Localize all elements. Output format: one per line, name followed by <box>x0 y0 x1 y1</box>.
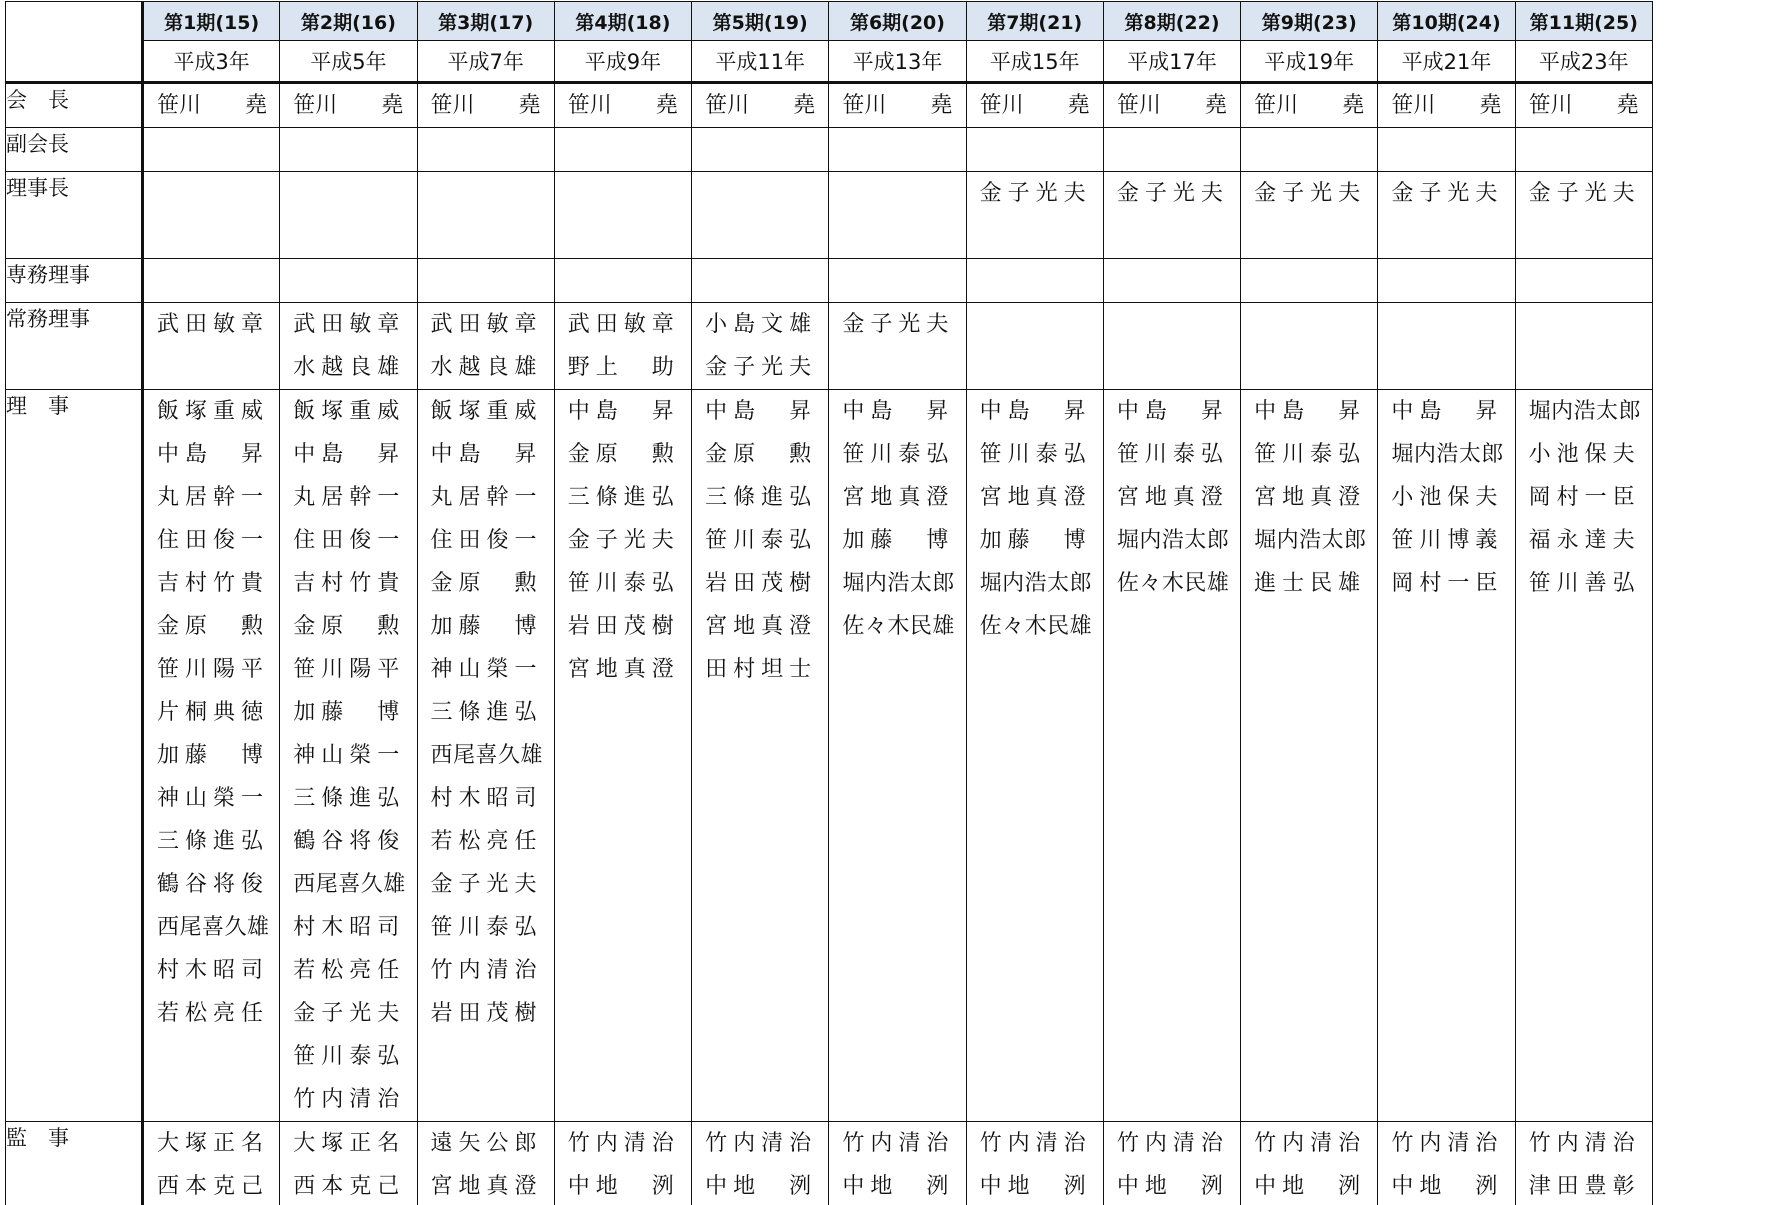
officer-name: 佐々木民雄 <box>1116 571 1230 596</box>
officer-cell <box>829 1122 966 1205</box>
officer-name: 進士民雄 <box>1254 571 1367 596</box>
officer-name: 中地 洌 <box>567 1174 680 1199</box>
officer-name: 佐々木民雄 <box>979 614 1093 639</box>
officer-cell <box>692 259 829 303</box>
officer-cell <box>1378 83 1515 128</box>
term-label: 第11期(25) <box>1515 2 1652 41</box>
officer-name: 金原 勲 <box>705 442 818 467</box>
officer-name: 福永達夫 <box>1528 528 1641 553</box>
officer-name: 堀内浩太郎 <box>979 571 1093 596</box>
officer-name: 加藤 博 <box>157 743 270 768</box>
officer-name: 三條進弘 <box>705 485 818 510</box>
officer-cell <box>417 172 554 259</box>
officer-cell <box>417 83 554 128</box>
officer-cell <box>1515 172 1652 259</box>
officer-name: 若松亮任 <box>157 1001 270 1026</box>
officer-name: 住田俊一 <box>157 528 270 553</box>
officer-cell <box>1378 259 1515 303</box>
officer-name: 村木昭司 <box>157 958 270 983</box>
officer-name: 笹川 堯 <box>1528 93 1639 118</box>
role-label-kaicho: 会 長 <box>6 83 143 128</box>
officer-name: 笹川 堯 <box>842 93 953 118</box>
officer-cell <box>692 1122 829 1205</box>
officer-name: 三條進弘 <box>430 700 543 725</box>
officer-name: 鶴谷将俊 <box>157 872 270 897</box>
officer-name: 飯塚重威 <box>157 399 270 424</box>
officer-name: 笹川 堯 <box>567 93 678 118</box>
officer-cell <box>554 259 691 303</box>
officer-cell <box>692 128 829 172</box>
officer-cell <box>1103 390 1240 1122</box>
officer-name: 竹内清治 <box>979 1131 1092 1156</box>
officer-cell <box>554 303 691 390</box>
term-year: 平成19年 <box>1241 41 1378 83</box>
officer-cell <box>1241 128 1378 172</box>
officer-cell <box>554 83 691 128</box>
officer-name: 宮地真澄 <box>567 657 680 682</box>
officer-name: 笹川陽平 <box>157 657 270 682</box>
officer-name: 堀内浩太郎 <box>1254 528 1367 553</box>
row-fukukaicho <box>6 128 1653 172</box>
officer-name: 笹川泰弘 <box>1254 442 1367 467</box>
officer-name: 丸居幹一 <box>430 485 543 510</box>
term-label: 第5期(19) <box>692 2 829 41</box>
officer-name: 笹川泰弘 <box>567 571 680 596</box>
officer-name: 三條進弘 <box>567 485 680 510</box>
officer-name: 三條進弘 <box>157 829 270 854</box>
officer-name: 加藤 博 <box>430 614 543 639</box>
officer-name: 神山榮一 <box>430 657 543 682</box>
officer-name: 西本克己 <box>293 1174 406 1199</box>
officer-name: 西尾喜久雄 <box>293 872 406 897</box>
officer-name: 鶴谷将俊 <box>293 829 406 854</box>
officer-name: 笹川善弘 <box>1528 571 1641 596</box>
officer-cell <box>143 1122 280 1205</box>
officer-cell <box>280 128 417 172</box>
officer-cell <box>143 303 280 390</box>
role-label-riji: 理 事 <box>6 390 143 1122</box>
officer-cell <box>692 303 829 390</box>
officer-name: 宮地真澄 <box>430 1174 543 1199</box>
officer-cell <box>1515 303 1652 390</box>
officer-cell <box>1103 83 1240 128</box>
officer-cell <box>1378 390 1515 1122</box>
officer-cell <box>280 259 417 303</box>
officer-name: 笹川泰弘 <box>979 442 1092 467</box>
officer-name: 岩田茂樹 <box>567 614 680 639</box>
officer-name: 笹川泰弘 <box>293 1044 406 1069</box>
officer-name: 中島 昇 <box>1391 399 1504 424</box>
officer-name: 三條進弘 <box>293 786 406 811</box>
officer-name: 笹川泰弘 <box>705 528 818 553</box>
row-senmu <box>6 259 1653 303</box>
term-year: 平成9年 <box>554 41 691 83</box>
year-header-row <box>6 41 1653 83</box>
officer-name: 中島 昇 <box>157 442 270 467</box>
officer-cell <box>829 128 966 172</box>
officer-cell <box>692 83 829 128</box>
term-year: 平成5年 <box>280 41 417 83</box>
officer-name: 村木昭司 <box>293 915 406 940</box>
officer-cell <box>417 390 554 1122</box>
officer-cell <box>1515 128 1652 172</box>
officer-name: 堀内浩太郎 <box>842 571 955 596</box>
officer-name: 田村坦士 <box>705 657 818 682</box>
officer-name: 竹内清治 <box>1254 1131 1367 1156</box>
officer-cell <box>966 83 1103 128</box>
officer-cell <box>966 259 1103 303</box>
officer-name: 竹内清治 <box>1391 1131 1504 1156</box>
role-label-fukukaicho: 副会長 <box>6 128 143 172</box>
officer-cell <box>1515 83 1652 128</box>
term-label: 第1期(15) <box>143 2 280 41</box>
officer-name: 岩田茂樹 <box>705 571 818 596</box>
officer-name: 笹川 堯 <box>1254 93 1365 118</box>
officer-name: 武田敏章 <box>157 312 270 337</box>
term-label: 第10期(24) <box>1378 2 1515 41</box>
officer-name: 加藤 博 <box>293 700 406 725</box>
officer-name: 水越良雄 <box>430 355 543 380</box>
officer-name: 大塚正名 <box>157 1131 270 1156</box>
officer-name: 笹川 堯 <box>705 93 816 118</box>
officer-name: 金子光夫 <box>979 181 1092 206</box>
officer-cell <box>1103 1122 1240 1205</box>
officer-cell <box>554 172 691 259</box>
term-year: 平成7年 <box>417 41 554 83</box>
term-year: 平成3年 <box>143 41 280 83</box>
officer-name: 中島 昇 <box>1116 399 1229 424</box>
row-rijicho <box>6 172 1653 259</box>
officer-cell <box>143 259 280 303</box>
officer-name: 飯塚重威 <box>293 399 406 424</box>
term-year: 平成17年 <box>1103 41 1240 83</box>
officer-name: 片桐典徳 <box>157 700 270 725</box>
corner-cell <box>6 2 143 83</box>
officer-cell <box>280 1122 417 1205</box>
officer-name: 吉村竹貴 <box>157 571 270 596</box>
officer-name: 金子光夫 <box>430 872 543 897</box>
officer-name: 金子光夫 <box>842 312 955 337</box>
officer-name: 若松亮任 <box>430 829 543 854</box>
officer-cell <box>966 390 1103 1122</box>
officer-cell <box>417 128 554 172</box>
officer-name: 中地 洌 <box>979 1174 1092 1199</box>
row-jomu <box>6 303 1653 390</box>
officer-name: 武田敏章 <box>430 312 543 337</box>
row-riji <box>6 390 1653 1122</box>
officer-cell <box>1378 128 1515 172</box>
role-label-kanji: 監 事 <box>6 1122 143 1205</box>
officer-name: 竹内清治 <box>842 1131 955 1156</box>
officer-name: 宮地真澄 <box>842 485 955 510</box>
officer-name: 中地 洌 <box>842 1174 955 1199</box>
officer-cell <box>1241 1122 1378 1205</box>
officer-name: 宮地真澄 <box>979 485 1092 510</box>
term-year: 平成15年 <box>966 41 1103 83</box>
officer-cell <box>417 303 554 390</box>
officer-name: 堀内浩太郎 <box>1116 528 1230 553</box>
officer-name: 大塚正名 <box>293 1131 406 1156</box>
officer-cell <box>1103 303 1240 390</box>
officer-cell <box>692 172 829 259</box>
officer-name: 遠矢公郎 <box>430 1131 543 1156</box>
officer-name: 村木昭司 <box>430 786 543 811</box>
term-label: 第8期(22) <box>1103 2 1240 41</box>
officer-name: 宮地真澄 <box>705 614 818 639</box>
officer-name: 中島 昇 <box>1254 399 1367 424</box>
officer-name: 竹内清治 <box>1116 1131 1229 1156</box>
officer-name: 武田敏章 <box>567 312 680 337</box>
officer-cell <box>143 390 280 1122</box>
officer-cell <box>966 1122 1103 1205</box>
officer-name: 竹内清治 <box>567 1131 680 1156</box>
officer-name: 中地 洌 <box>1254 1174 1367 1199</box>
officer-cell <box>1241 303 1378 390</box>
officer-name: 丸居幹一 <box>157 485 270 510</box>
officer-name: 宮地真澄 <box>1116 485 1229 510</box>
officer-cell <box>829 303 966 390</box>
officer-name: 金子光夫 <box>1391 181 1504 206</box>
officer-cell <box>280 303 417 390</box>
officer-name: 中島 昇 <box>979 399 1092 424</box>
officer-name: 笹川 堯 <box>979 93 1090 118</box>
officer-name: 丸居幹一 <box>293 485 406 510</box>
officer-cell <box>829 390 966 1122</box>
officer-name: 住田俊一 <box>293 528 406 553</box>
officer-name: 宮地真澄 <box>1254 485 1367 510</box>
term-year: 平成23年 <box>1515 41 1652 83</box>
row-kaicho <box>6 83 1653 128</box>
officer-cell <box>143 172 280 259</box>
officer-cell <box>1241 390 1378 1122</box>
officer-name: 岩田茂樹 <box>430 1001 543 1026</box>
officer-cell <box>1378 303 1515 390</box>
officer-name: 野上 助 <box>567 355 680 380</box>
officer-name: 金子光夫 <box>1528 181 1641 206</box>
officer-name: 笹川泰弘 <box>430 915 543 940</box>
officer-name: 岡村一臣 <box>1391 571 1504 596</box>
officer-name: 水越良雄 <box>293 355 406 380</box>
officer-name: 竹内清治 <box>705 1131 818 1156</box>
officer-cell <box>829 83 966 128</box>
officer-cell <box>554 128 691 172</box>
officer-cell <box>1241 83 1378 128</box>
officer-cell <box>417 259 554 303</box>
officer-cell <box>1103 128 1240 172</box>
officer-cell <box>966 128 1103 172</box>
officer-name: 若松亮任 <box>293 958 406 983</box>
officer-cell <box>1378 172 1515 259</box>
officer-name: 笹川 堯 <box>1391 93 1502 118</box>
officer-name: 金子光夫 <box>1254 181 1367 206</box>
officer-cell <box>280 390 417 1122</box>
officer-name: 堀内浩太郎 <box>1528 399 1642 424</box>
officer-cell <box>1378 1122 1515 1205</box>
officer-cell <box>280 172 417 259</box>
officer-name: 武田敏章 <box>293 312 406 337</box>
officer-name: 小池保夫 <box>1528 442 1641 467</box>
officer-name: 笹川博義 <box>1391 528 1504 553</box>
officer-name: 中島 昇 <box>567 399 680 424</box>
term-year: 平成21年 <box>1378 41 1515 83</box>
term-header-row <box>6 2 1653 41</box>
term-label: 第4期(18) <box>554 2 691 41</box>
officer-name: 神山榮一 <box>293 743 406 768</box>
officer-cell <box>829 259 966 303</box>
officer-name: 笹川 堯 <box>1116 93 1227 118</box>
officer-cell <box>554 390 691 1122</box>
officer-name: 加藤 博 <box>842 528 955 553</box>
officer-name: 笹川 堯 <box>157 93 268 118</box>
officer-name: 笹川 堯 <box>293 93 404 118</box>
officer-name: 竹内清治 <box>1528 1131 1641 1156</box>
officer-cell <box>1515 390 1652 1122</box>
officer-name: 金原 勲 <box>430 571 543 596</box>
officer-name: 竹内清治 <box>293 1087 406 1112</box>
term-year: 平成13年 <box>829 41 966 83</box>
officer-name: 飯塚重威 <box>430 399 543 424</box>
officer-cell <box>966 303 1103 390</box>
term-label: 第7期(21) <box>966 2 1103 41</box>
officer-name: 金原 勲 <box>293 614 406 639</box>
officer-name: 堀内浩太郎 <box>1391 442 1504 467</box>
officer-name: 笹川泰弘 <box>842 442 955 467</box>
officer-cell <box>692 390 829 1122</box>
officer-name: 中島 昇 <box>293 442 406 467</box>
officer-cell <box>1515 259 1652 303</box>
officers-table <box>5 1 1653 1205</box>
term-label: 第6期(20) <box>829 2 966 41</box>
officer-cell <box>1241 259 1378 303</box>
officer-name: 笹川 堯 <box>430 93 541 118</box>
officer-cell <box>829 172 966 259</box>
officer-name: 笹川陽平 <box>293 657 406 682</box>
officer-cell <box>1103 172 1240 259</box>
officer-name: 金子光夫 <box>705 355 818 380</box>
officer-name: 小池保夫 <box>1391 485 1504 510</box>
term-label: 第2期(16) <box>280 2 417 41</box>
officer-name: 神山榮一 <box>157 786 270 811</box>
officer-cell <box>417 1122 554 1205</box>
officer-name: 金子光夫 <box>567 528 680 553</box>
officer-name: 金子光夫 <box>1116 181 1229 206</box>
officer-name: 加藤 博 <box>979 528 1092 553</box>
officer-name: 中地 洌 <box>1391 1174 1504 1199</box>
officer-name: 中島 昇 <box>705 399 818 424</box>
officer-name: 中島 昇 <box>430 442 543 467</box>
officer-name: 金子光夫 <box>293 1001 406 1026</box>
officer-name: 金原 勲 <box>157 614 270 639</box>
officer-cell <box>1103 259 1240 303</box>
role-label-senmu: 専務理事 <box>6 259 143 303</box>
officer-name: 西尾喜久雄 <box>430 743 544 768</box>
officer-cell <box>966 172 1103 259</box>
term-label: 第3期(17) <box>417 2 554 41</box>
row-kanji <box>6 1122 1653 1205</box>
officer-name: 中地 洌 <box>705 1174 818 1199</box>
officer-name: 中島 昇 <box>842 399 955 424</box>
role-label-rijicho: 理事長 <box>6 172 143 259</box>
officer-name: 笹川泰弘 <box>1116 442 1229 467</box>
officer-name: 住田俊一 <box>430 528 543 553</box>
officer-cell <box>280 83 417 128</box>
officer-name: 吉村竹貴 <box>293 571 406 596</box>
officer-cell <box>143 128 280 172</box>
officer-name: 西本克己 <box>157 1174 270 1199</box>
officer-name: 岡村一臣 <box>1528 485 1641 510</box>
officer-name: 津田豊彰 <box>1528 1174 1641 1199</box>
officer-name: 金原 勲 <box>567 442 680 467</box>
officer-name: 中地 洌 <box>1116 1174 1229 1199</box>
term-year: 平成11年 <box>692 41 829 83</box>
term-label: 第9期(23) <box>1241 2 1378 41</box>
officer-name: 竹内清治 <box>430 958 543 983</box>
officer-cell <box>1241 172 1378 259</box>
officer-name: 西尾喜久雄 <box>157 915 270 940</box>
role-label-jomu: 常務理事 <box>6 303 143 390</box>
officer-cell <box>143 83 280 128</box>
officer-name: 佐々木民雄 <box>842 614 955 639</box>
officer-cell <box>1515 1122 1652 1205</box>
officer-cell <box>554 1122 691 1205</box>
officer-name: 小島文雄 <box>705 312 818 337</box>
